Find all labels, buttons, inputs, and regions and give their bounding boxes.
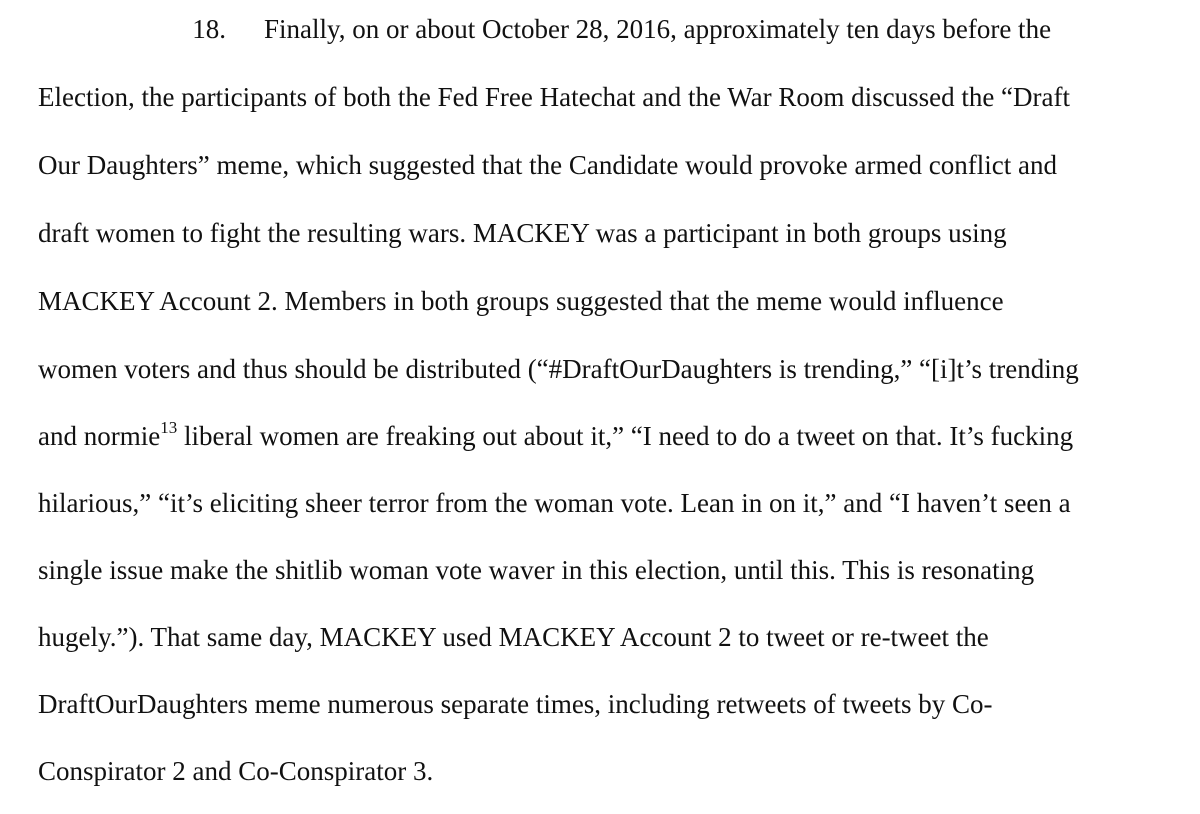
text-line-6: women voters and thus should be distributed (“#DraftOurDaughters is trending,” “[i]t’s trending <box>38 354 1079 384</box>
line-text: Finally, on or about October 28, 2016, approximately ten days before the <box>264 14 1052 44</box>
text-line-3: Our Daughters” meme, which suggested that the Candidate would provoke armed conflict and <box>38 150 1057 180</box>
text-line-11: DraftOurDaughters meme numerous separate times, including retweets of tweets by Co- <box>38 689 993 719</box>
text-line-5: MACKEY Account 2. Members in both groups suggested that the meme would influence <box>38 286 1004 316</box>
text-line-4: draft women to fight the resulting wars. MACKEY was a participant in both groups using <box>38 218 1007 248</box>
text-line-2: Election, the participants of both the Fed Free Hatechat and the War Room discussed the “Draft <box>38 82 1071 112</box>
line-text-after: liberal women are freaking out about it,” “I need to do a tweet on that. It’s fucking <box>177 421 1074 451</box>
text-line-10: hugely.”). That same day, MACKEY used MACKEY Account 2 to tweet or re-tweet the <box>38 622 989 652</box>
paragraph-number: 18. <box>192 14 226 44</box>
text-line-12: Conspirator 2 and Co-Conspirator 3. <box>38 756 434 786</box>
text-line-1 <box>0 9 1051 49</box>
line-text-before: and normie <box>38 421 161 451</box>
footnote-marker: 13 <box>160 418 178 437</box>
text-line-9: single issue make the shitlib woman vote waver in this election, until this. This is resonating <box>38 555 1035 585</box>
text-line-8: hilarious,” “it’s eliciting sheer terror from the woman vote. Lean in on it,” and “I haven’t seen a <box>38 488 1071 518</box>
text-line-7 <box>38 416 1073 456</box>
